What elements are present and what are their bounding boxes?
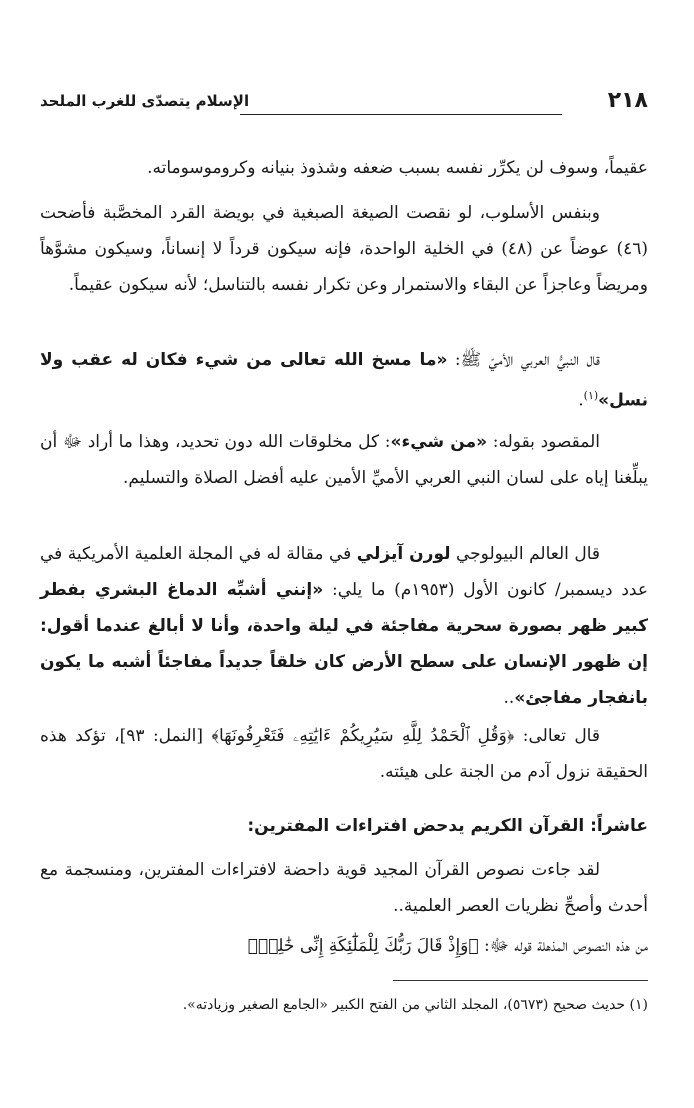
header-rule <box>240 114 562 115</box>
footnote-ref: (١) <box>583 389 599 402</box>
running-title: الإسلام يتصدّى للغرب الملحد <box>40 92 250 110</box>
page-header <box>40 88 648 120</box>
scientist-name: لورن آيزلي <box>356 544 451 564</box>
paragraph-5: قال العالم البيولوجي لورن آيزلي في مقالة له في المجلة العلمية الأمريكية في عدد ديسمبر/ كانون الأول (١٩٥٣م) ما يلي: «إنني أشبِّه الدماغ البشري بفطر كبير ظهر بصورة سحرية مفاجئة في ليلة واحدة، وأنا لا أبالغ عندما أقول: إن ظهور الإنسان على سطح الأرض كان خلقاً جديداً مفاجئاً أشبه ما يكون بانفجار مفاجئ».. <box>40 544 648 708</box>
scientist-quote: «إنني أشبِّه الدماغ البشري بفطر كبير ظهر بصورة سحرية مفاجئة في ليلة واحدة، وأنا لا أبالغ عندما أقول: إن ظهور الإنسان على سطح الأرض كان خلقاً جديداً مفاجئاً أشبه ما يكون بانفجار مفاجئ» <box>40 580 648 708</box>
paragraph-7: لقد جاءت نصوص القرآن المجيد قوية داحضة لافتراءات المفترين، ومنسجمة مع أحدث وأصحِّ نظريات العصر العلمية.. <box>40 860 648 916</box>
page-number: ٢١٨ <box>607 88 648 113</box>
term-min-shay: «من شيء» <box>390 432 488 452</box>
paragraph-4: المقصود بقوله: «من شيء»: كل مخلوقات الله دون تحديد، وهذا ما أراد ﷻ أن يبلِّغنا إياه على لسان النبي العربي الأميِّ الأمين عليه أفضل الصلاة والتسليم. <box>40 432 648 488</box>
footnote: (١) حديث صحيح (٥٦٧٣)، المجلد الثاني من الفتح الكبير «الجامع الصغير وزيادته». <box>182 997 648 1013</box>
quran-verse-naml: ﴿وَقُلِ ٱلْحَمْدُ لِلَّهِ سَيُرِيكُمْ ءَايَٰتِهِۦ فَتَعْرِفُونَهَا﴾ <box>211 726 515 746</box>
paragraph-6: قال تعالى: ﴿وَقُلِ ٱلْحَمْدُ لِلَّهِ سَيُرِيكُمْ ءَايَٰتِهِۦ فَتَعْرِفُونَهَا﴾ [النمل: ٩٣]، تؤكد هذه الحقيقة نزول آدم من الجنة على هيئته. <box>40 726 648 782</box>
footnote-rule <box>393 980 648 981</box>
section-heading: عاشراً: القرآن الكريم يدحض افتراءات المفترين: <box>247 816 648 836</box>
paragraph-3: قال النبيُّ العربي الأميّ ﷺ: «ما مسخ الله تعالى من شيء فكان له عقب ولا نسل»$^{(١)}$. <box>40 350 648 411</box>
paragraph-2: وبنفس الأسلوب، لو نقصت الصيغة الصبغية في بويضة القرد المخصَّبة فأضحت (٤٦) عوضاً عن (٤٨) في الخلية الواحدة، فإنه سيكون قرداً لا إنساناً، وسيكون مشوَّهاً ومريضاً وعاجزاً عن البقاء والاستمرار وعن تكرار نفسه بالتناسل؛ لأنه سيكون عقيماً. <box>40 203 648 295</box>
hadith-quote: «ما مسخ الله تعالى من شيء فكان له عقب ولا نسل» <box>40 350 648 411</box>
quran-verse-baqara: ﴿وَإِذْ قَالَ رَبُّكَ لِلْمَلَٰٓئِكَةِ إِنِّى خَٰلِقٌۢ <box>247 936 479 956</box>
paragraph-1: عقيماً، وسوف لن يكرِّر نفسه بسبب ضعفه وشذوذ بنيانه وكروموسوماته. <box>147 158 648 178</box>
paragraph-8: من هذه النصوص المذهلة قوله ﷻ: ﴿وَإِذْ قَالَ رَبُّكَ لِلْمَلَٰٓئِكَةِ إِنِّى خَٰلِقٌۢ <box>247 936 648 956</box>
p3-lead: قال النبيُّ العربي الأميّ ﷺ: <box>447 350 600 370</box>
